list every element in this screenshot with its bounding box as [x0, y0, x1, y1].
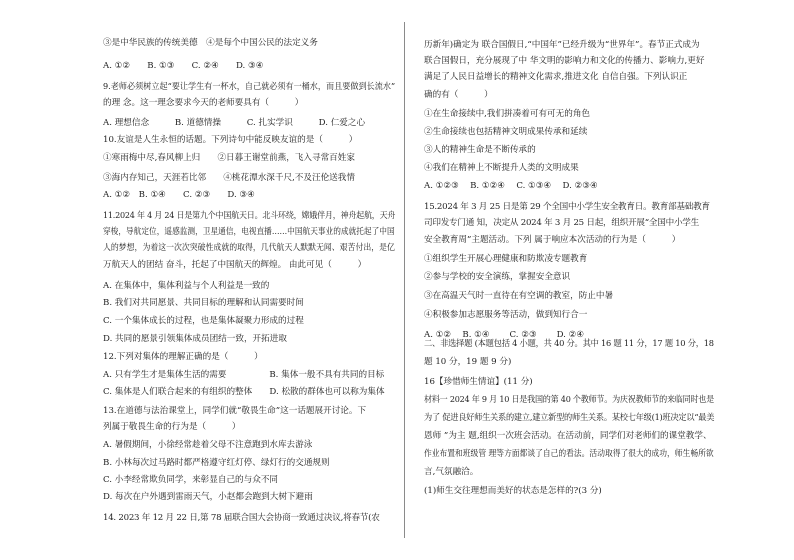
- right-text-line: 联合国假日，充分展现了中 华文明的影响力和文化的传播力、影响力,更好: [424, 56, 705, 66]
- left-text-line: ③是中华民族的传统美德 ④是每个中国公民的法定义务: [103, 38, 318, 48]
- left-text-line: 人的梦想，为着这一次次突破性成就的取得，几代航天人默默无闻、艰苦付出，是亿: [103, 243, 395, 253]
- left-text-line: 14. 2023 年 12 月 22 日,第 78 届联合国大会协商一致通过决议,将春节(农: [103, 513, 380, 523]
- right-text-line: 15.2024 年 3 月 25 日是第 29 个全国中小学生安全教育日。教育部基础教育: [424, 202, 710, 212]
- right-text-line: 司印发专门通 知，决定从 2024 年 3 月 25 日起，组织开展“全国中小学生: [424, 218, 699, 228]
- left-text-line: A. 暑假期间，小徐经常趁着父母不注意跑到水库去游泳: [103, 440, 313, 450]
- left-text-line: B. 小林每次过马路时都严格遵守红灯停、绿灯行的交通规则: [103, 458, 330, 468]
- right-text-line: 确的有（ ）: [424, 90, 493, 100]
- right-text-line: ③在高温天气时一直待在有空调的教室，防止中暑: [424, 291, 614, 301]
- right-text-line: 满足了人民日益增长的精神文化需求,推进文化 自信自强。下列认识正: [424, 72, 688, 82]
- right-text-line: ④我们在精神上不断提升人类的文明成果: [424, 163, 579, 173]
- left-text-line: 11.2024 年 4 月 24 日是第九个中国航天日。北斗环绕，嫦娥伴月，神舟起航，天舟: [103, 211, 396, 221]
- left-text-line: C. 小李经常欺负同学，来彰显自己的与众不同: [103, 475, 279, 485]
- left-text-line: A. 在集体中，集体利益与个人利益是一致的: [103, 281, 270, 291]
- right-text-line: A. ①② B. ①④ C. ②③ D. ②④: [424, 330, 585, 340]
- right-text-line: 材料一 2024 年 9 月 10 日是我国的第 40 个教师节。为庆祝教师节的来临同时也是: [424, 395, 714, 405]
- column-divider: [404, 22, 405, 538]
- left-text-line: 9.老师必须树立起“要让学生有一杯水，自己就必须有一桶水，而且要做到长流水”: [103, 82, 396, 92]
- left-text-line: ③海内存知己，天涯若比邻 ④桃花潭水深千尺,不及汪伦送我情: [103, 173, 355, 183]
- left-text-line: 列属于敬畏生命的行为是（ ）: [103, 422, 241, 432]
- left-text-line: D. 每次在户外遇到雷雨天气，小赵都会跑到大树下避雨: [103, 492, 313, 502]
- left-text-line: 13.在道德与法治课堂上，同学们就“敬畏生命”这一话题展开讨论。下: [103, 406, 367, 416]
- left-text-line: A. ①② B. ①④ C. ②③ D. ③④: [103, 190, 255, 200]
- right-text-line: 作业布置和班级管 理等方面都谈了自己的看法。活动取得了很大的成功，师生畅所欲: [424, 449, 714, 459]
- left-text-line: C. 集体是人们联合起来的有组织的整体 D. 松散的群体也可以称为集体: [103, 387, 385, 397]
- right-text-line: ④积极参加志愿服务等活动，做到知行合一: [424, 310, 588, 320]
- left-text-line: 穿梭，导航定位，遥感监测，卫星通信，电视直播……中国航天事业的成就托起了中国: [103, 227, 395, 237]
- right-text-line: ①组织学生开展心理健康和防欺凌专题教育: [424, 254, 588, 264]
- left-text-line: 万航天人的团结 奋斗，托起了中国航天的辉煌。 由此可见（ ）: [103, 260, 367, 270]
- right-text-line: ②生命接续也包括精神文明成果传承和延续: [424, 127, 588, 137]
- left-text-line: A. 理想信念 B. 道德情操 C. 扎实学识 D. 仁爱之心: [103, 118, 366, 128]
- right-text-line: ②参与学校的安全演练，掌握安全意识: [424, 272, 571, 282]
- right-text-line: ③人的精神生命是不断传承的: [424, 145, 536, 155]
- right-text-line: 为了 促进良好师生关系的建立,建立新型的师生关系。某校七年级(1)班决定以“最美: [424, 413, 715, 423]
- left-text-line: C. 一个集体成长的过程，也是集体凝聚力形成的过程: [103, 316, 304, 326]
- left-text-line: 的理 念。这一理念要求今天的老师要具有（ ）: [103, 98, 304, 108]
- right-text-line: 历新年)确定为 联合国假日,“中国年”已经升级为“世界年”。春节正式成为: [424, 40, 700, 50]
- right-text-line: 题 10 分，19 题 9 分): [424, 357, 512, 367]
- left-text-line: D. 共同的愿景引领集体成员团结一致，开拓进取: [103, 334, 287, 344]
- right-text-line: ①在生命接续中,我们拼凑着可有可无的角色: [424, 109, 591, 119]
- right-text-line: 言,气氛融洽。: [424, 467, 479, 477]
- left-text-line: B. 我们对共同愿景、共同目标的理解和认同需要时间: [103, 298, 304, 308]
- right-text-line: A. ①②③ B. ①②④ C. ①③④ D. ②③④: [424, 181, 598, 191]
- right-text-line: 恩师 ”为主 题,组织一次班会活动。在活动前，同学们对老师们的课堂教学、: [424, 431, 712, 441]
- left-text-line: A. 只有学生才是集体生活的需要 B. 集体一般不具有共同的目标: [103, 370, 385, 380]
- right-text-line: 安全教育周”主题活动。下列 属于响应本次活动的行为是（ ）: [424, 235, 681, 245]
- right-text-line: (1)师生交往理想而美好的状态是怎样的?(3 分): [424, 486, 602, 496]
- right-text-line: 二、非选择题 (本题包括 4 小题，共 40 分。其中 16 题 11 分，17 题 10 分，18: [424, 339, 714, 349]
- right-text-line: 16【珍惜师生情谊】(11 分): [424, 377, 533, 387]
- left-text-line: ①寒雨梅中尽,春风柳上归 ②日暮王谢堂前燕，飞入寻常百姓家: [103, 153, 355, 163]
- left-text-line: 10.友谊是人生永恒的话题。下列诗句中能反映友谊的是（ ）: [103, 135, 358, 145]
- left-text-line: A. ①② B. ①③ C. ②④ D. ③④: [103, 61, 264, 71]
- left-text-line: 12.下列对集体的理解正确的是（ ）: [103, 352, 263, 362]
